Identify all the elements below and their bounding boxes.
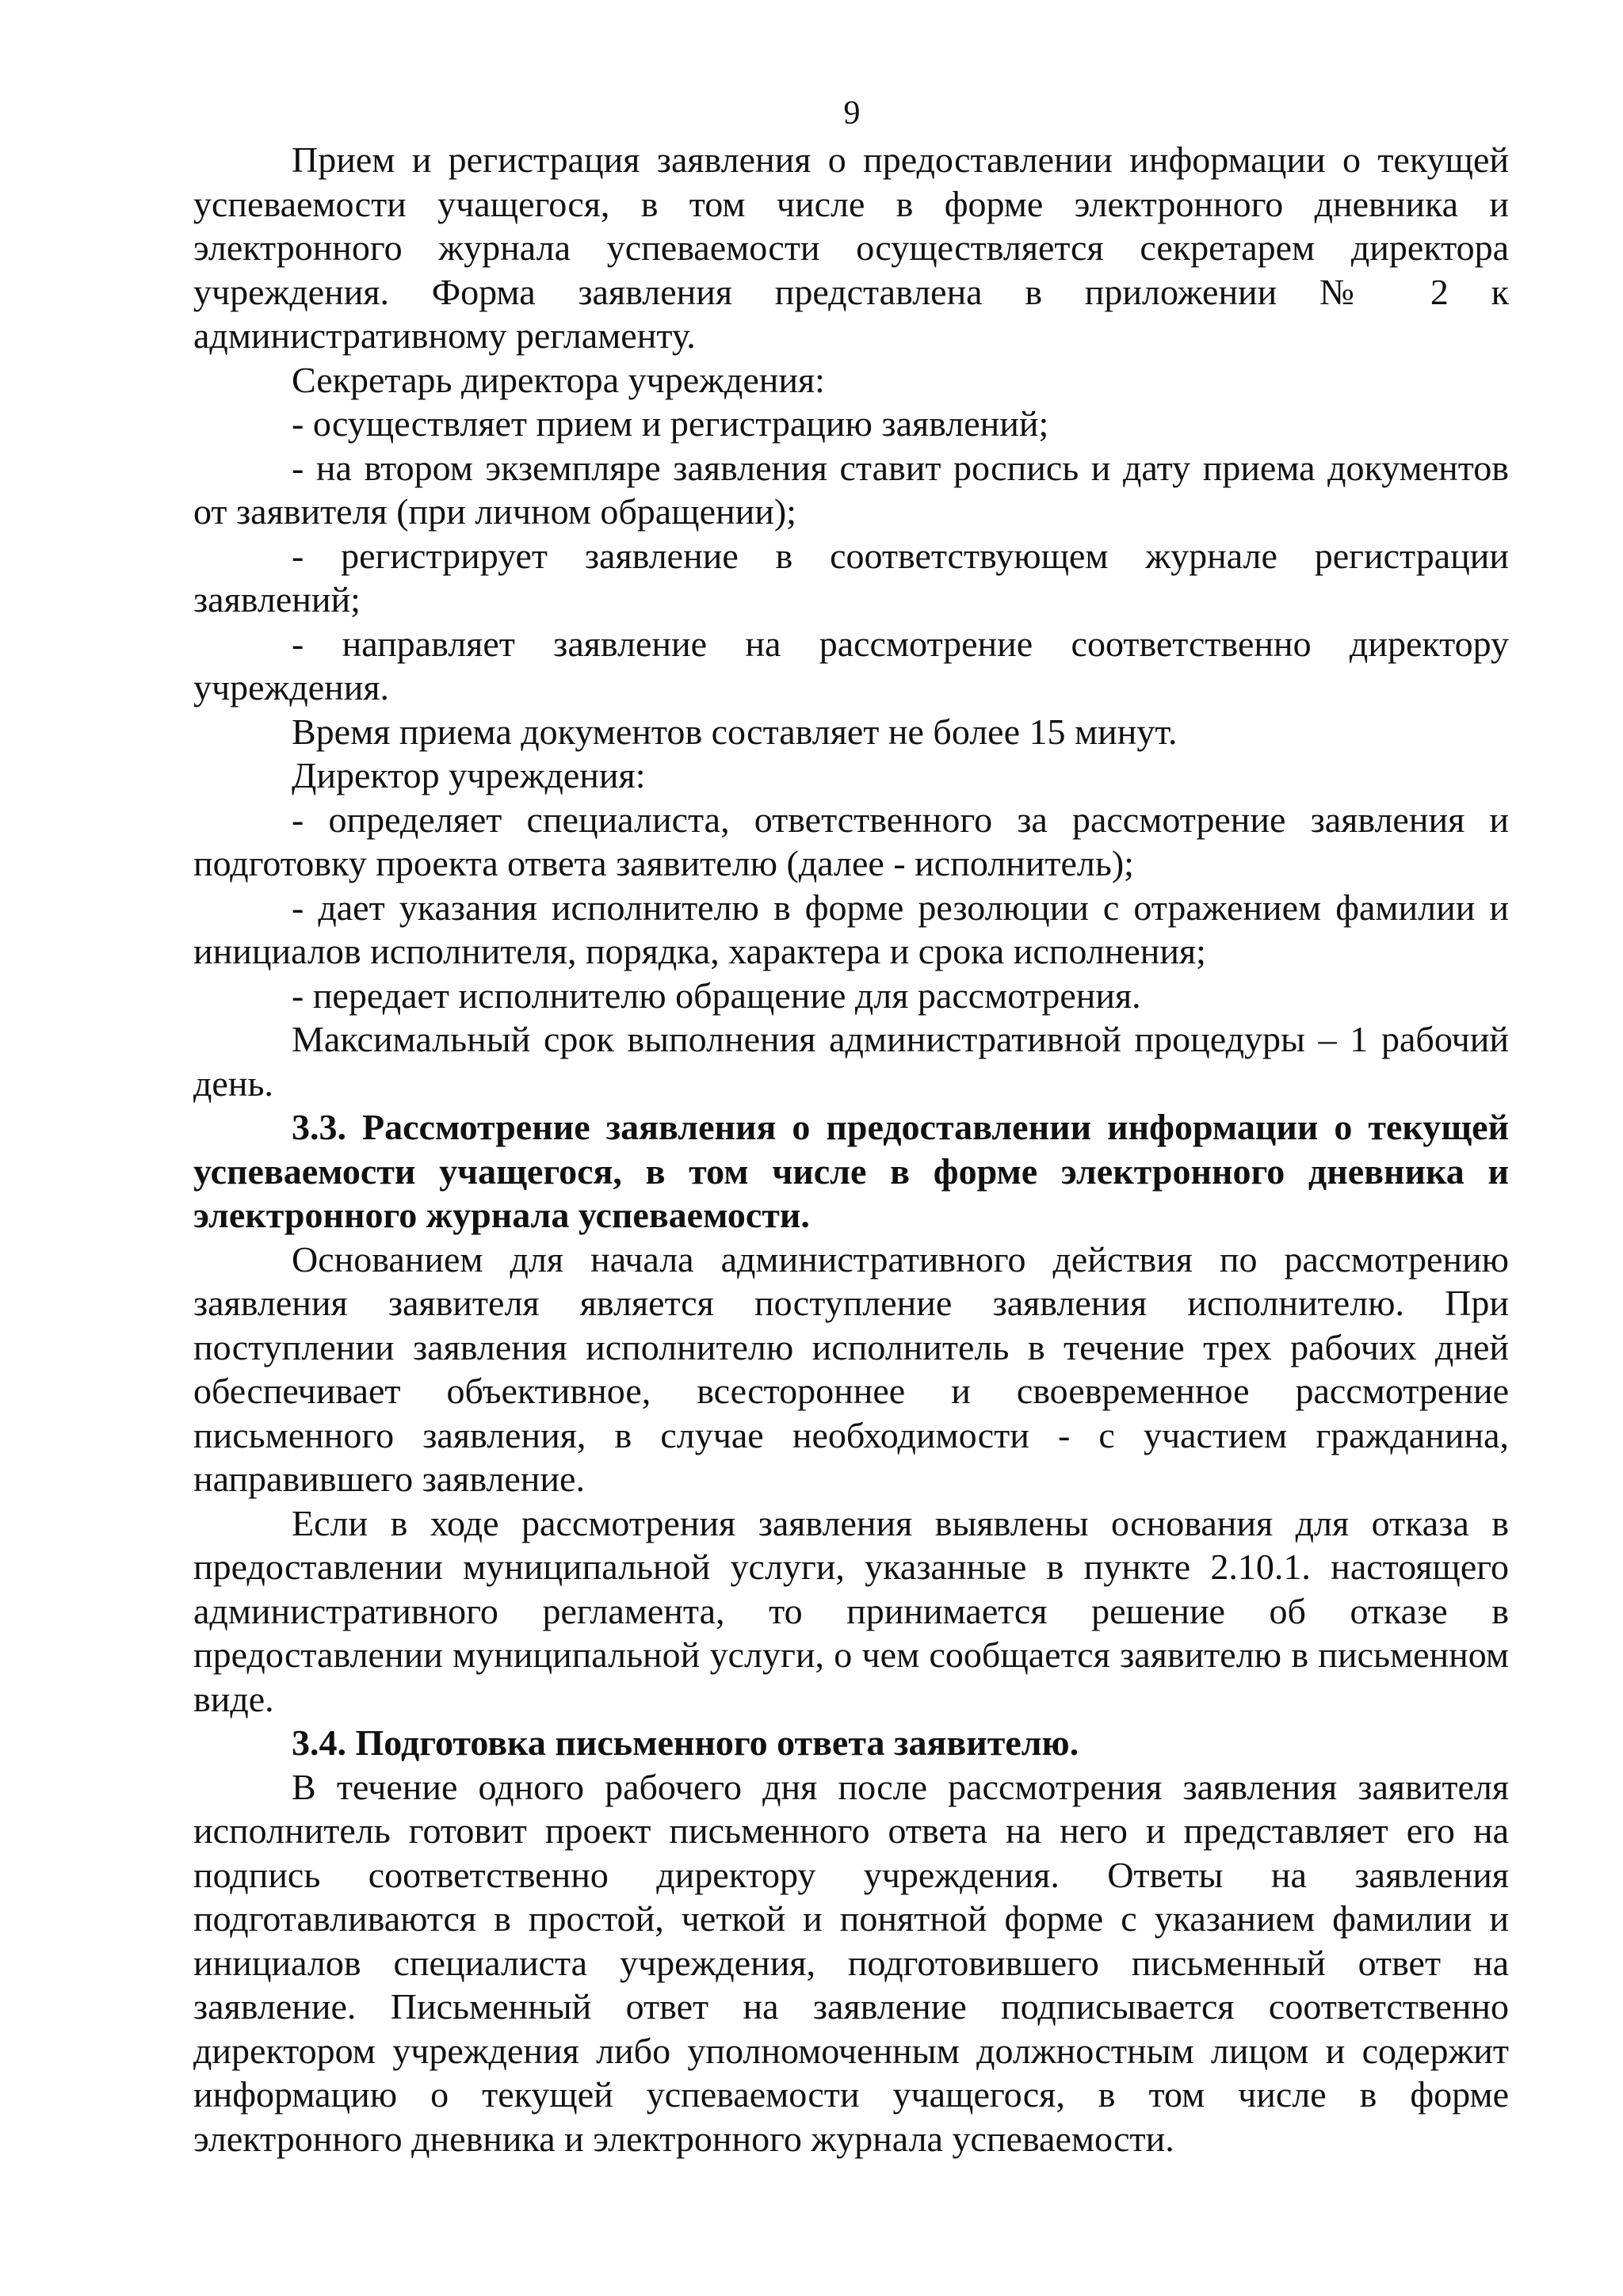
paragraph-intake-time: Время приема документов составляет не более 15 минут.	[292, 711, 1178, 752]
paragraph-written-answer: В течение одного рабочего дня после рассмотрения заявления заявителя исполнитель готовит проект письменного ответа на него и представляет его на подпись соответственно директору учреждения. Ответы на заявления подготавливаются в простой, четкой и понятной форме с указанием фамилии и инициалов специалиста учреждения, подготовившего письменный ответ на заявление. Письменный ответ на заявление подписывается соответственно директором учреждения либо уполномоченным должностным лицом и содержит информацию о текущей успеваемости учащегося, в том числе в форме электронного дневника и электронного журнала успеваемости.	[193, 1766, 1509, 2159]
paragraph-refusal-grounds: Если в ходе рассмотрения заявления выявлены основания для отказа в предоставлении муниципальной услуги, указанные в пункте 2.10.1. настоящего административного регламента, то принимается решение об отказе в предоставлении муниципальной услуги, о чем сообщается заявителю в письменном виде.	[193, 1502, 1509, 1719]
list-item-director-2: - дает указания исполнителю в форме резолюции с отражением фамилии и инициалов исполнителя, порядка, характера и срока исполнения;	[193, 887, 1509, 971]
paragraph-review-basis: Основанием для начала административного действия по рассмотрению заявления заявителя является поступление заявления исполнителю. При поступлении заявления исполнителю исполнитель в течение трех рабочих дней обеспечивает объективное, всестороннее и своевременное рассмотрение письменного заявления, в случае необходимости - с участием гражданина, направившего заявление.	[193, 1238, 1509, 1499]
page-number: 9	[843, 95, 861, 132]
section-heading-3-4: 3.4. Подготовка письменного ответа заявителю.	[292, 1722, 1079, 1763]
section-heading-3-3: 3.3. Рассмотрение заявления о предоставлении информации о текущей успеваемости учащегося, в том числе в форме электронного дневника и электронного журнала успеваемости.	[193, 1107, 1509, 1235]
paragraph-application-intake: Прием и регистрация заявления о предоставлении информации о текущей успеваемости учащегося, в том числе в форме электронного дневника и электронного журнала успеваемости осуществляется секретарем директора учреждения. Форма заявления представлена в приложении № 2 к административному регламенту.	[193, 139, 1509, 356]
document-page	[193, 93, 1509, 2161]
list-item-secretary-4: - направляет заявление на рассмотрение соответственно директору учреждения.	[193, 623, 1509, 707]
list-item-secretary-1: - осуществляет прием и регистрацию заявлений;	[292, 403, 1049, 444]
paragraph-director-heading: Директор учреждения:	[292, 755, 646, 795]
list-item-director-3: - передает исполнителю обращение для рассмотрения.	[292, 974, 1141, 1016]
list-item-director-1: - определяет специалиста, ответственного за рассмотрение заявления и подготовку проекта ответа заявителю (далее - исполнитель);	[193, 799, 1509, 883]
list-item-secretary-3: - регистрирует заявление в соответствующем журнале регистрации заявлений;	[193, 535, 1509, 620]
paragraph-secretary-heading: Секретарь директора учреждения:	[292, 359, 825, 400]
paragraph-max-term: Максимальный срок выполнения административной процедуры – 1 рабочий день.	[193, 1019, 1509, 1104]
list-item-secretary-2: - на втором экземпляре заявления ставит роспись и дату приема документов от заявителя (при личном обращении);	[193, 447, 1509, 532]
